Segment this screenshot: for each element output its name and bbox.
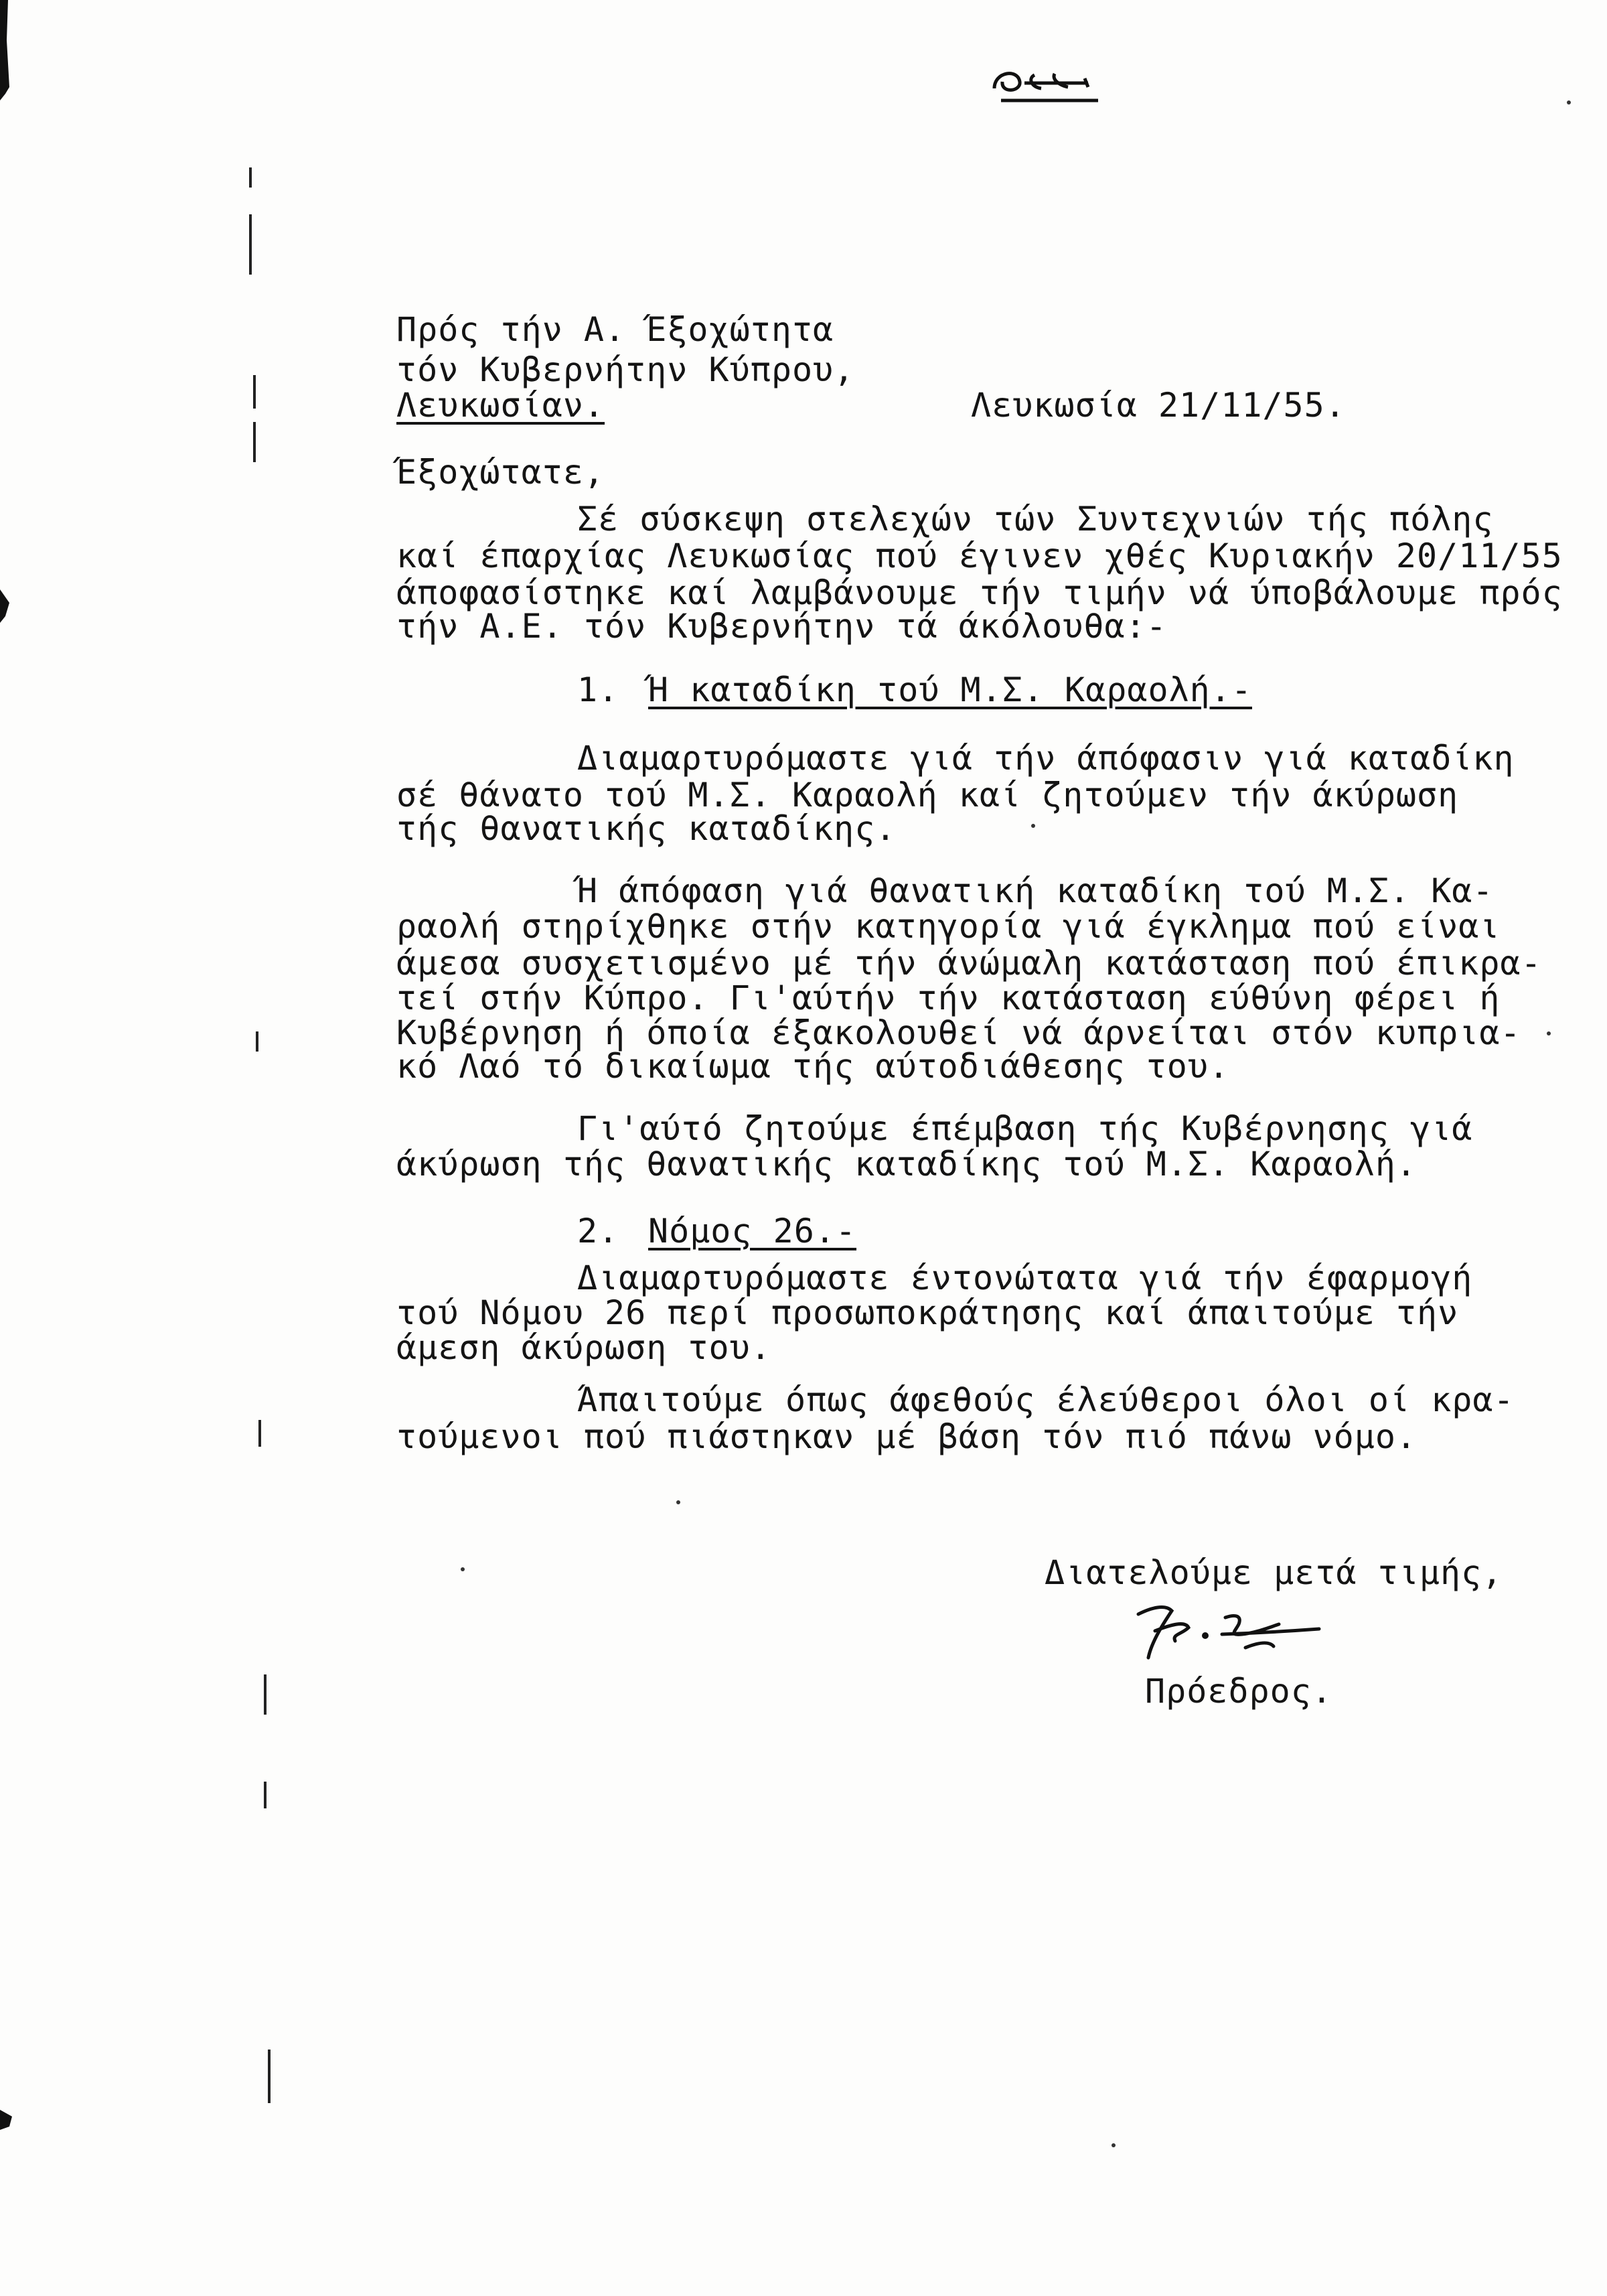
section-2-para-2-line: τούμενοι πού πιάστηκαν μέ βάση τόν πιό πάνω νόμο. xyxy=(396,1417,1418,1456)
margin-tick xyxy=(256,1031,258,1052)
intro-line: καί έπαρχίας Λευκωσίας πού έγινεν χθές Κυριακήν 20/11/55 xyxy=(396,536,1563,575)
section-1-para-2-line: τεί στήν Κύπρο. Γι'αύτήν τήν κατάσταση εύθύνη φέρει ή xyxy=(396,979,1501,1017)
section-2-number: 2. xyxy=(577,1212,619,1250)
recipient-line: Πρός τήν Α. Έξοχώτητα xyxy=(396,310,834,349)
salutation: Έξοχώτατε, xyxy=(396,453,605,492)
place-date: Λευκωσία 21/11/55. xyxy=(971,386,1346,425)
intro-line: άποφασίστηκε καί λαμβάνουμε τήν τιμήν νά ύποβάλουμε πρός xyxy=(396,573,1563,612)
section-1-para-2-line: άμεσα συσχετισμένο μέ τήν άνώμαλη κατάσταση πού έπικρα- xyxy=(396,944,1542,983)
margin-tick xyxy=(253,375,256,409)
intro-line: Σέ σύσκεψη στελεχών τών Συντεχνιών τής πόλης xyxy=(577,500,1494,539)
recipient-line: τόν Κυβερνήτην Κύπρου, xyxy=(396,350,855,389)
margin-tick xyxy=(264,1674,266,1715)
signer-title: Πρόεδρος. xyxy=(1145,1672,1332,1711)
section-2-para-1-line: άμεση άκύρωση του. xyxy=(396,1328,771,1367)
section-1-para-1-line: σέ θάνατο τού Μ.Σ. Καραολή καί ζητούμεν τήν άκύρωση xyxy=(396,776,1459,814)
section-1-para-2-line: ραολή στηρίχθηκε στήν κατηγορία γιά έγκλημα πού είναι xyxy=(396,907,1501,946)
margin-tick xyxy=(268,2050,271,2103)
section-1-para-1-line: τής θανατικής καταδίκης. xyxy=(396,809,897,848)
section-2-heading: Νόμος 26.- xyxy=(648,1212,857,1250)
intro-line: τήν Α.Ε. τόν Κυβερνήτην τά άκόλουθα:- xyxy=(396,607,1167,646)
margin-tick xyxy=(249,214,252,275)
scan-edge xyxy=(0,0,20,2293)
closing: Διατελούμε μετά τιμής, xyxy=(1045,1553,1503,1592)
section-1-para-2-line: Κυβέρνηση ή όποία έξακολουθεί νά άρνείται στόν κυπρια- xyxy=(396,1013,1521,1052)
section-2-para-1-line: Διαμαρτυρόμαστε έντονώτατα γιά τήν έφαρμογή xyxy=(577,1259,1473,1297)
section-1-heading: Ή καταδίκη τού Μ.Σ. Καραολή.- xyxy=(648,670,1252,709)
scan-speck xyxy=(1547,1031,1551,1035)
section-1-para-2-line: Ή άπόφαση γιά θανατική καταδίκη τού Μ.Σ. Κα- xyxy=(577,871,1494,910)
section-1-para-1-line: Διαμαρτυρόμαστε γιά τήν άπόφασιν γιά καταδίκη xyxy=(577,739,1515,778)
section-1-para-3-line: Γι'αύτό ζητούμε έπέμβαση τής Κυβέρνησης γιά xyxy=(577,1109,1473,1148)
section-1-para-2-line: κό Λαό τό δικαίωμα τής αύτοδιάθεσης του. xyxy=(396,1047,1230,1086)
margin-tick xyxy=(258,1420,261,1447)
margin-tick xyxy=(253,422,256,462)
scan-speck xyxy=(1031,824,1035,828)
margin-tick xyxy=(249,167,252,188)
handwritten-signature xyxy=(1125,1594,1326,1670)
scan-speck xyxy=(461,1567,465,1571)
section-1-para-3-line: άκύρωση τής θανατικής καταδίκης τού Μ.Σ. Καραολή. xyxy=(396,1145,1418,1183)
section-1-number: 1. xyxy=(577,670,619,709)
scan-speck xyxy=(1112,2143,1116,2147)
section-2-para-1-line: τού Νόμου 26 περί προσωποκράτησης καί άπαιτούμε τήν xyxy=(396,1293,1459,1332)
recipient-city: Λευκωσίαν. xyxy=(396,386,605,425)
scan-speck xyxy=(676,1500,680,1504)
section-2-para-2-line: Άπαιτούμε όπως άφεθούς έλεύθεροι όλοι οί κρα- xyxy=(577,1380,1515,1419)
scan-speck xyxy=(1567,100,1571,104)
margin-tick xyxy=(264,1782,266,1808)
handwritten-mark xyxy=(988,62,1108,111)
